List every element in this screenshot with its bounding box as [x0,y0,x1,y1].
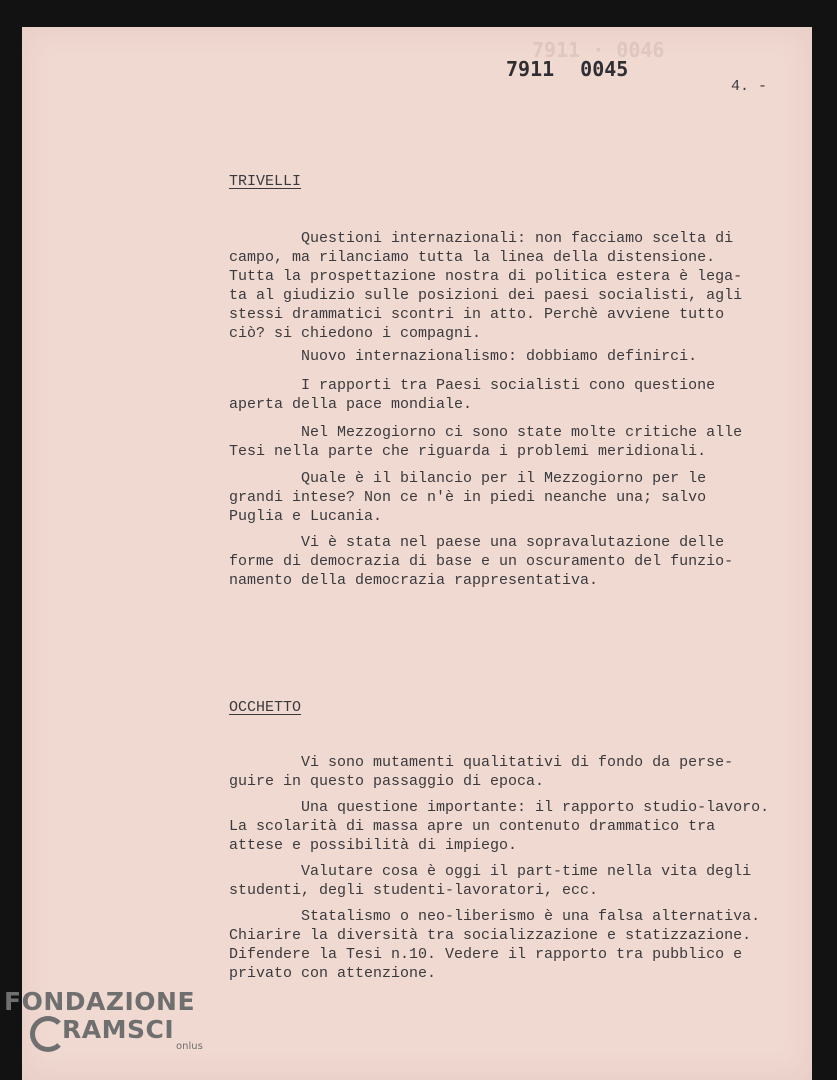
speaker-heading-trivelli: TRIVELLI [229,173,302,190]
stamp-number-right: 0045 [580,57,629,81]
paragraph: Vi sono mutamenti qualitativi di fondo da perse- guire in questo passaggio di epoca. [229,754,734,790]
logo-line-1: FONDAZIONE [4,987,196,1016]
watermark-logo [4,988,203,1052]
page-number: 4. - [731,78,768,95]
logo-line-3: onlus [176,1041,203,1052]
paragraph: Quale è il bilancio per il Mezzogiorno per le grandi intese? Non ce n'è in piedi neanche una; salvo Puglia e Lucania. [229,470,707,525]
paragraph: Vi è stata nel paese una sopravalutazione delle forme di democrazia di base e un oscuramento del funzio- namento della democrazia rappresentativa. [229,534,734,589]
paragraph: Nuovo internazionalismo: dobbiamo definirci. [229,348,698,365]
paragraph: Statalismo o neo-liberismo è una falsa alternativa. Chiarire la diversità tra socializzazione e statizzazione. Difendere la Tesi n.10. Vedere il rapporto tra pubblico e privato con attenzione. [229,908,761,982]
paragraph: I rapporti tra Paesi socialisti cono questione aperta della pace mondiale. [229,377,716,413]
archive-stamp [506,57,628,81]
paragraph: Una questione importante: il rapporto studio-lavoro. La scolarità di massa apre un contenuto drammatico tra attese e possibilità di impiego. [229,799,770,854]
paragraph: Questioni internazionali: non facciamo scelta di campo, ma rilanciamo tutta la linea della distensione. Tutta la prospettazione nostra di politica estera è lega- ta al giudizio sulle posizioni dei paesi socialisti, agli stessi drammatici scontri in atto. Perchè avviene tutto ciò? si chiedono i compagni. [229,230,743,342]
speaker-heading-occhetto: OCCHETTO [229,699,302,716]
logo-line-2: RAMSCI [62,1015,175,1044]
stamp-number-left: 7911 [506,57,555,81]
paragraph: Valutare cosa è oggi il part-time nella vita degli studenti, degli studenti-lavoratori, ecc. [229,863,752,899]
stamp-bleedthrough: 7911 · 0046 [532,38,665,62]
paragraph: Nel Mezzogiorno ci sono state molte critiche alle Tesi nella parte che riguarda i problemi meridionali. [229,424,743,460]
